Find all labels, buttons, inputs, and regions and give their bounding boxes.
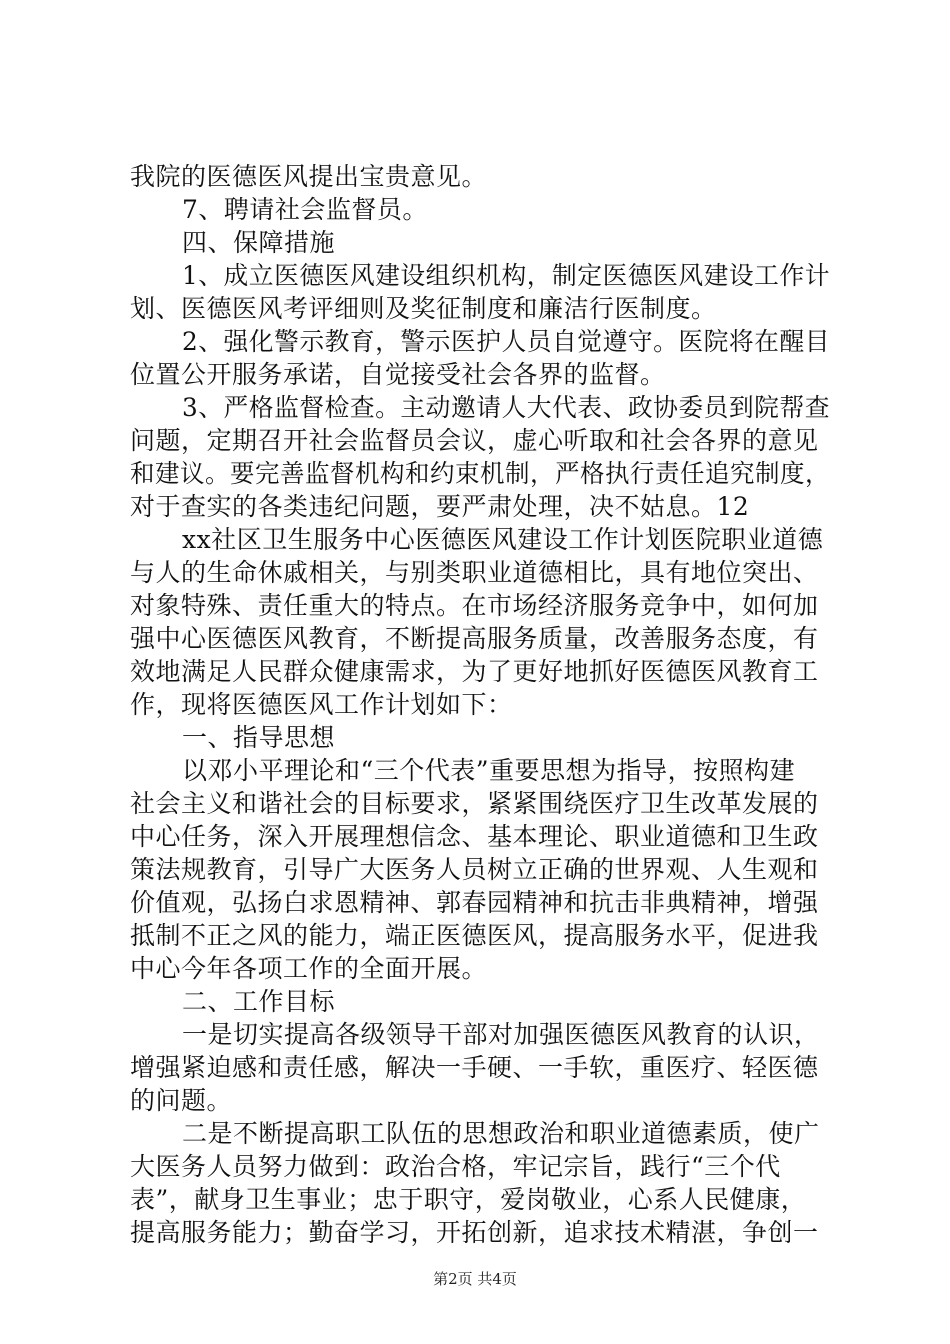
text-line: 的问题。: [130, 1086, 233, 1115]
text-line: 对于查实的各类违纪问题，要严肃处理，决不姑息。12: [130, 492, 750, 521]
text-line: 表”，献身卫生事业；忠于职守，爱岗敬业，心系人民健康，: [130, 1185, 807, 1214]
text-line: 与人的生命休戚相关，与别类职业道德相比，具有地位突出、: [130, 558, 819, 587]
text-line: 强中心医德医风教育，不断提高服务质量，改善服务态度，有: [130, 624, 819, 653]
text-line: 划、医德医风考评细则及奖征制度和廉洁行医制度。: [130, 294, 717, 323]
text-line: 一、指导思想: [182, 723, 336, 752]
text-line: 二、工作目标: [182, 987, 336, 1016]
text-line: 问题，定期召开社会监督员会议，虚心听取和社会各界的意见: [130, 426, 819, 455]
text-line: 3、严格监督检查。主动邀请人大代表、政协委员到院帮查: [182, 393, 830, 422]
text-line: 抵制不正之风的能力，端正医德医风，提高服务水平，促进我: [130, 921, 819, 950]
text-line: 以邓小平理论和“三个代表”重要思想为指导，按照构建: [182, 756, 796, 785]
text-line: 我院的医德医风提出宝贵意见。: [130, 162, 488, 191]
text-line: 大医务人员努力做到：政治合格，牢记宗旨，践行“三个代: [130, 1152, 781, 1181]
text-line: 增强紧迫感和责任感，解决一手硬、一手软，重医疗、轻医德: [130, 1053, 819, 1082]
text-line: xx社区卫生服务中心医德医风建设工作计划医院职业道德: [182, 525, 824, 554]
text-line: 二是不断提高职工队伍的思想政治和职业道德素质，使广: [182, 1119, 820, 1148]
text-line: 一是切实提高各级领导干部对加强医德医风教育的认识，: [182, 1020, 820, 1049]
text-line: 和建议。要完善监督机构和约束机制，严格执行责任追究制度，: [130, 459, 830, 488]
text-line: 2、强化警示教育，警示医护人员自觉遵守。医院将在醒目: [182, 327, 830, 356]
text-line: 1、成立医德医风建设组织机构，制定医德医风建设工作计: [182, 261, 830, 290]
text-line: 7、聘请社会监督员。: [182, 195, 428, 224]
text-line: 位置公开服务承诺，自觉接受社会各界的监督。: [130, 360, 666, 389]
text-line: 作，现将医德医风工作计划如下：: [130, 690, 513, 719]
document-body: [130, 160, 830, 1249]
text-line: 中心今年各项工作的全面开展。: [130, 954, 488, 983]
text-line: 中心任务，深入开展理想信念、基本理论、职业道德和卫生政: [130, 822, 819, 851]
page-footer: 第2页 共4页: [433, 1270, 517, 1288]
text-line: 对象特殊、责任重大的特点。在市场经济服务竞争中，如何加: [130, 591, 819, 620]
text-line: 提高服务能力；勤奋学习，开拓创新，追求技术精湛，争创一: [130, 1218, 819, 1247]
text-line: 策法规教育，引导广大医务人员树立正确的世界观、人生观和: [130, 855, 819, 884]
text-line: 四、保障措施: [182, 228, 336, 257]
text-line: 效地满足人民群众健康需求，为了更好地抓好医德医风教育工: [130, 657, 819, 686]
text-line: 价值观，弘扬白求恩精神、郭春园精神和抗击非典精神，增强: [130, 888, 819, 917]
text-line: 社会主义和谐社会的目标要求，紧紧围绕医疗卫生改革发展的: [130, 789, 819, 818]
